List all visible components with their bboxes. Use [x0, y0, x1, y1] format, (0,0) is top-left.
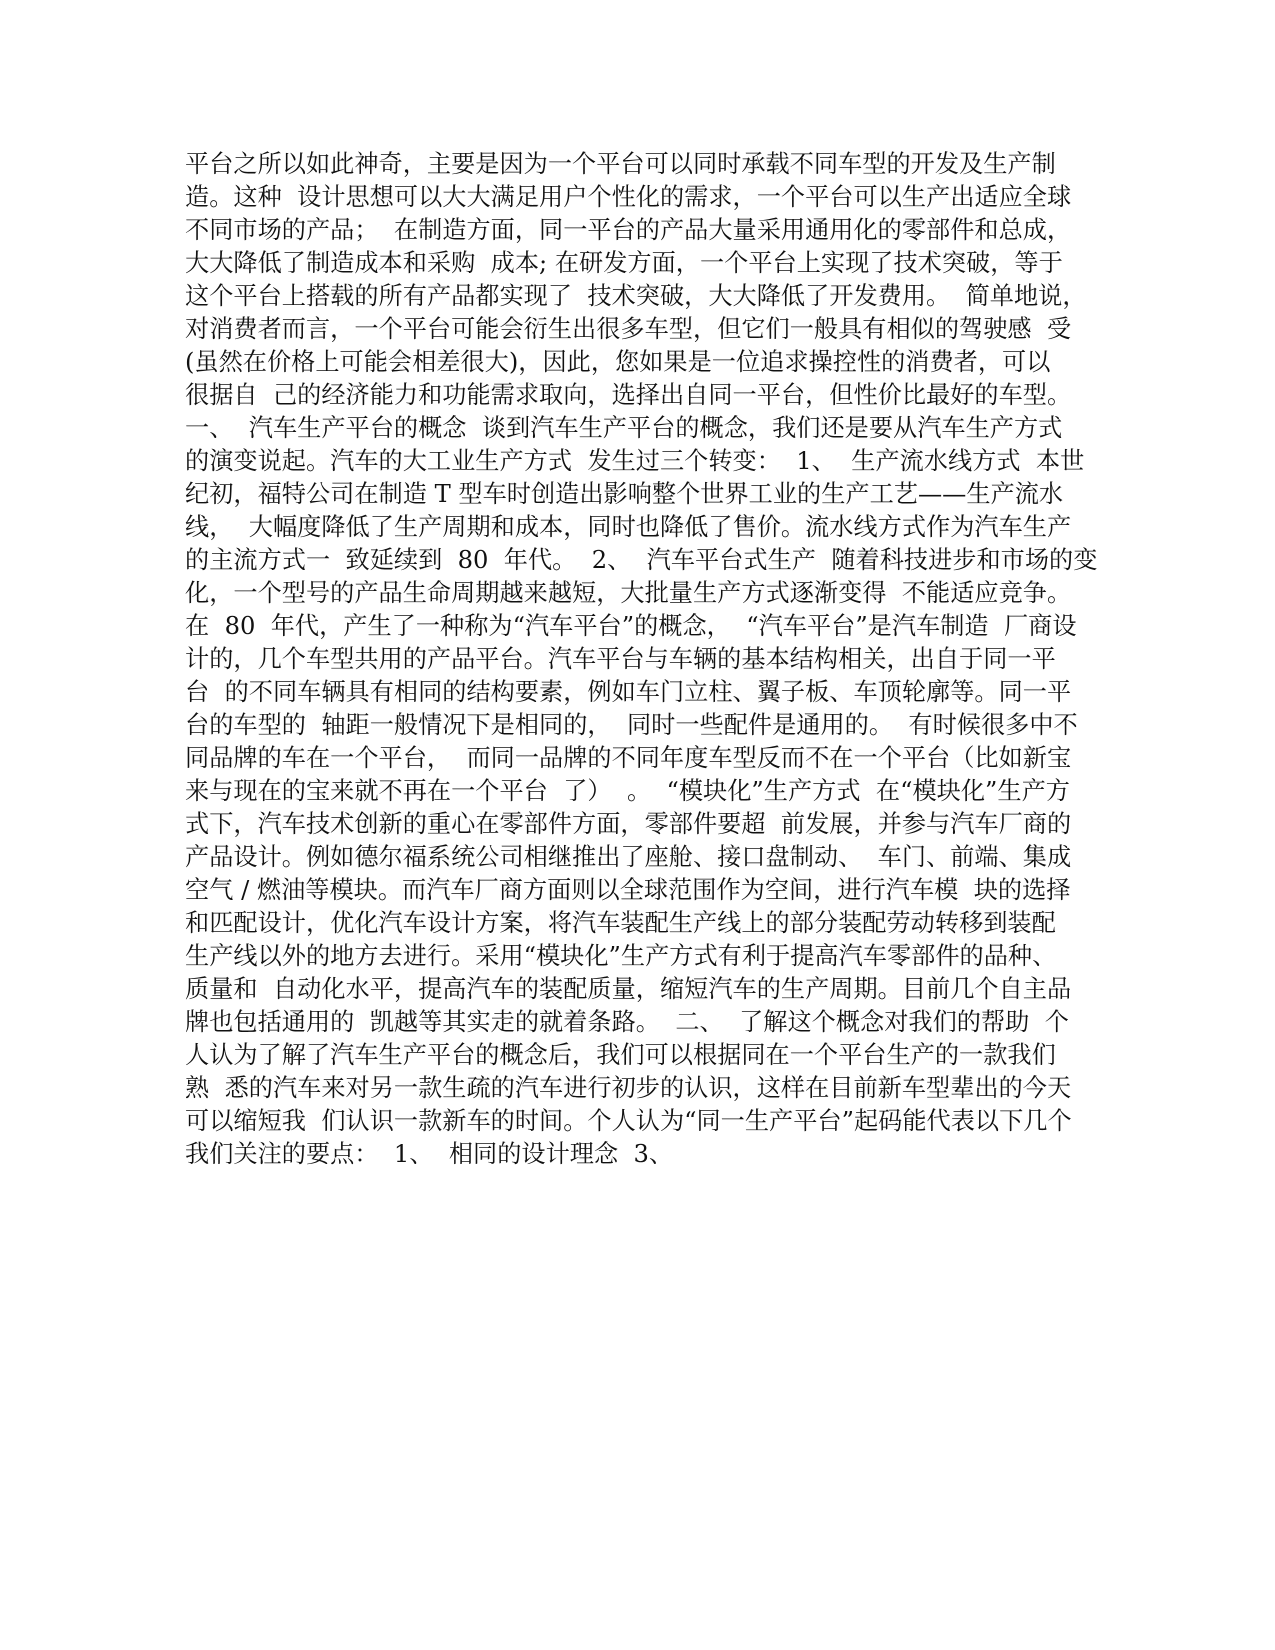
- text-line: 生产线以外的地方去进行。采用“模块化”生产方式有利于提高汽车零部件的品种、: [185, 942, 1057, 970]
- text-line: 不同市场的产品； 在制造方面，同一平台的产品大量采用通用化的零部件和总成，: [185, 216, 1072, 244]
- text-line: 牌也包括通用的 凯越等其实走的就着条路。 二、 了解这个概念对我们的帮助 个: [185, 1008, 1069, 1036]
- text-line: 我们关注的要点： 1、 相同的设计理念 3、: [185, 1140, 674, 1168]
- text-line: 质量和 自动化水平，提高汽车的装配质量，缩短汽车的生产周期。目前几个自主品: [185, 975, 1072, 1003]
- text-line: 产品设计。例如德尔福系统公司相继推出了座舱、接口盘制动、 车门、前端、集成: [185, 843, 1072, 871]
- text-line: 台 的不同车辆具有相同的结构要素，例如车门立柱、翼子板、车顶轮廓等。同一平: [185, 678, 1072, 706]
- text-line: 大大降低了制造成本和采购 成本; 在研发方面，一个平台上实现了技术突破，等于: [185, 249, 1063, 277]
- text-line: 对消费者而言，一个平台可能会衍生出很多车型，但它们一般具有相似的驾驶感 受: [185, 315, 1072, 343]
- text-line: 来与现在的宝来就不再在一个平台 了） 。 “模块化”生产方式 在“模块化”生产方: [185, 777, 1070, 805]
- text-line: 计的，几个车型共用的产品平台。汽车平台与车辆的基本结构相关，出自于同一平: [185, 645, 1056, 673]
- text-line: 台的车型的 轴距一般情况下是相同的， 同时一些配件是通用的。 有时候很多中不: [185, 711, 1078, 739]
- text-line: 空气 / 燃油等模块。而汽车厂商方面则以全球范围作为空间，进行汽车模 块的选择: [185, 876, 1071, 904]
- text-line: 的主流方式一 致延续到 80 年代。 2、 汽车平台式生产 随着科技进步和市场的变: [185, 546, 1098, 574]
- text-line: 线， 大幅度降低了生产周期和成本，同时也降低了售价。流水线方式作为汽车生产: [185, 513, 1072, 541]
- text-line: 很据自 己的经济能力和功能需求取向，选择出自同一平台，但性价比最好的车型。: [185, 381, 1072, 409]
- text-line: 化，一个型号的产品生命周期越来越短，大批量生产方式逐渐变得 不能适应竞争。: [185, 579, 1072, 607]
- text-line: 可以缩短我 们认识一款新车的时间。个人认为“同一生产平台”起码能代表以下几个: [185, 1107, 1072, 1135]
- text-line: 纪初，福特公司在制造 T 型车时创造出影响整个世界工业的生产工艺——生产流水: [185, 480, 1064, 508]
- text-line: 造。这种 设计思想可以大大满足用户个性化的需求，一个平台可以生产出适应全球: [185, 183, 1072, 211]
- text-line: (虽然在价格上可能会相差很大)，因此，您如果是一位追求操控性的消费者，可以: [185, 348, 1051, 376]
- text-line: 平台之所以如此神奇，主要是因为一个平台可以同时承载不同车型的开发及生产制: [185, 150, 1056, 178]
- article-body: [185, 148, 1098, 1171]
- text-line: 人认为了解了汽车生产平台的概念后，我们可以根据同在一个平台生产的一款我们: [185, 1041, 1056, 1069]
- text-line: 和匹配设计，优化汽车设计方案，将汽车装配生产线上的部分装配劳动转移到装配: [185, 909, 1056, 937]
- text-line: 同品牌的车在一个平台， 而同一品牌的不同年度车型反而不在一个平台（比如新宝: [185, 744, 1072, 772]
- text-line: 这个平台上搭载的所有产品都实现了 技术突破，大大降低了开发费用。 简单地说，: [185, 282, 1087, 310]
- text-line: 的演变说起。汽车的大工业生产方式 发生过三个转变： 1、 生产流水线方式 本世: [185, 447, 1085, 475]
- text-line: 熟 悉的汽车来对另一款生疏的汽车进行初步的认识，这样在目前新车型辈出的今天: [185, 1074, 1072, 1102]
- text-line: 一、 汽车生产平台的概念 谈到汽车生产平台的概念，我们还是要从汽车生产方式: [185, 414, 1063, 442]
- text-line: 式下，汽车技术创新的重心在零部件方面，零部件要超 前发展，并参与汽车厂商的: [185, 810, 1072, 838]
- text-line: 在 80 年代，产生了一种称为“汽车平台”的概念， “汽车平台”是汽车制造 厂商设: [185, 612, 1077, 640]
